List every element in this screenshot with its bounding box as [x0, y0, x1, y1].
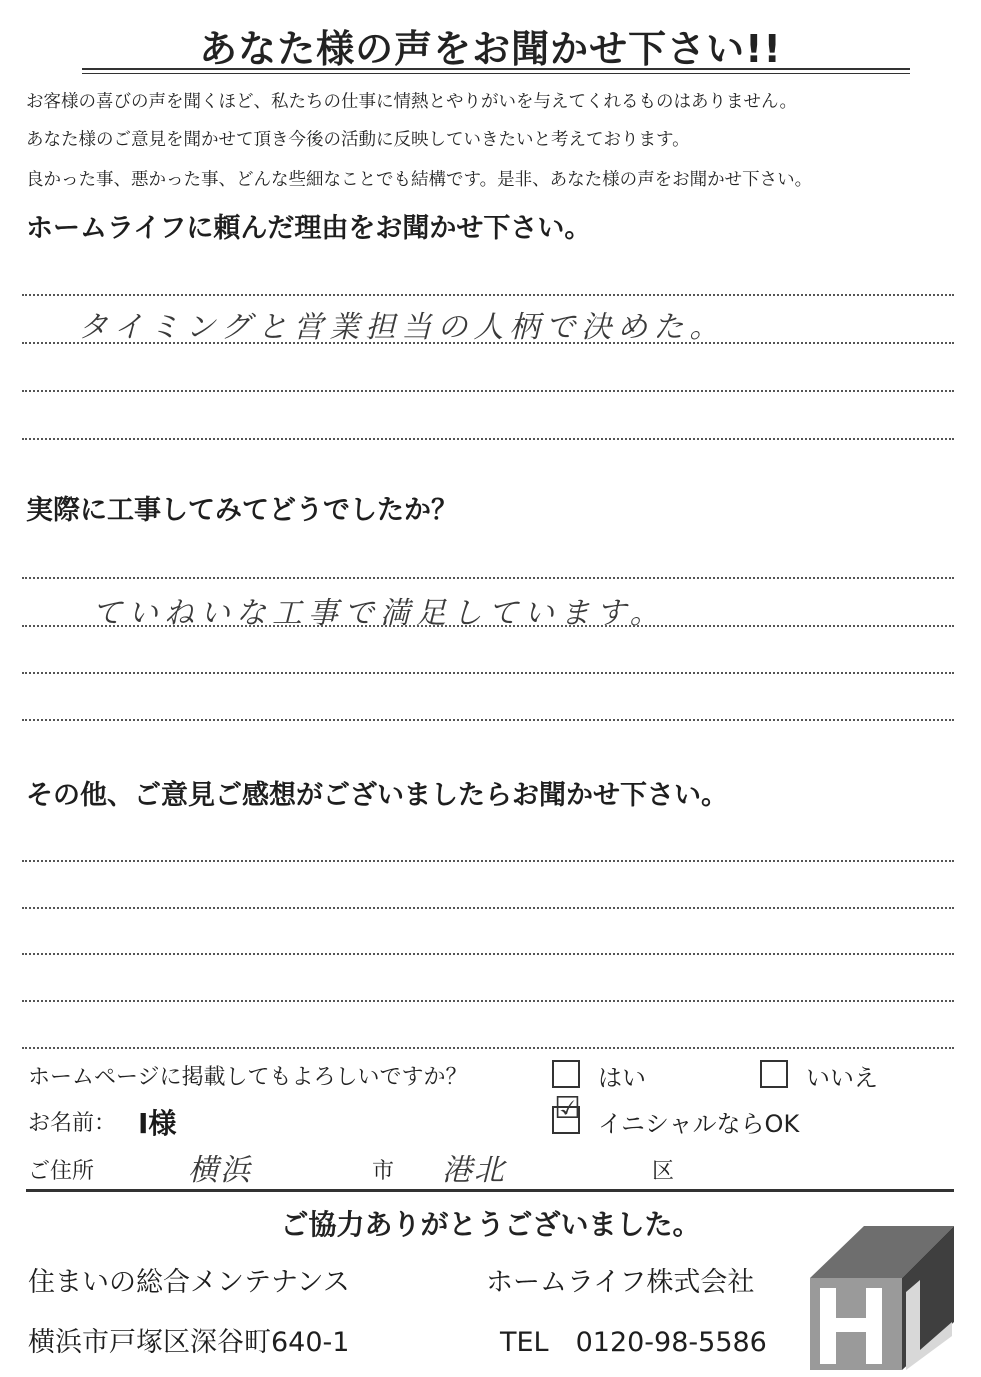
consent-yes-label: はい: [598, 1064, 646, 1092]
answer-line: [22, 390, 954, 392]
footer-divider: [26, 1189, 954, 1192]
ward-suffix: 区: [652, 1159, 675, 1184]
company-phone: TEL 0120-98-5586: [500, 1327, 767, 1358]
page-title: あなた様の声をお聞かせ下さい!!: [199, 27, 782, 71]
company-address: 横浜市戸塚区深谷町640-1: [28, 1327, 350, 1358]
checkmark-icon: ☑: [554, 1091, 581, 1126]
consent-question: ホームページに掲載してもよろしいですか？: [28, 1065, 468, 1090]
thanks-message: ご協力ありがとうございました。: [280, 1208, 701, 1241]
answer-line: [22, 672, 954, 674]
question-3-label: その他、ご意見ご感想がございましたらお聞かせ下さい。: [26, 780, 728, 811]
question-2-answer: ていねいな工事で満足しています。: [92, 596, 666, 631]
title-underline-secondary: [82, 73, 910, 74]
answer-line: [22, 1047, 954, 1049]
answer-line: [22, 1000, 954, 1002]
answer-line: [22, 719, 954, 721]
name-value: I様: [138, 1107, 177, 1140]
city-value: 横浜: [188, 1153, 252, 1188]
answer-line: [22, 342, 954, 344]
consent-yes-checkbox[interactable]: [552, 1060, 580, 1088]
answer-line: [22, 953, 954, 955]
consent-initial-label: イニシャルならOK: [598, 1110, 800, 1138]
answer-line: [22, 860, 954, 862]
intro-line-2: あなた様のご意見を聞かせて頂き今後の活動に反映していきたいと考えております。: [26, 130, 690, 150]
answer-line: [22, 625, 954, 627]
title-underline: [82, 68, 910, 70]
answer-line: [22, 907, 954, 909]
ward-value: 港北: [442, 1153, 506, 1188]
answer-line: [22, 294, 954, 296]
company-tagline: 住まいの総合メンテナンス: [28, 1267, 350, 1298]
city-suffix: 市: [372, 1159, 395, 1184]
logo-letter-h-bar: [820, 1318, 882, 1332]
answer-line: [22, 438, 954, 440]
question-1-answer: タイミングと営業担当の人柄で決めた。: [78, 310, 726, 345]
home-life-logo-icon: [806, 1222, 956, 1374]
company-name: ホームライフ株式会社: [486, 1267, 755, 1298]
address-label: ご住所: [28, 1159, 95, 1184]
intro-line-3: 良かった事、悪かった事、どんな些細なことでも結構です。是非、あなた様の声をお聞かせ下さい。: [26, 170, 813, 190]
consent-no-checkbox[interactable]: [760, 1060, 788, 1088]
question-2-label: 実際に工事してみてどうでしたか？: [26, 495, 458, 526]
name-label: お名前：: [28, 1111, 117, 1136]
question-1-label: ホームライフに頼んだ理由をお聞かせ下さい。: [26, 213, 592, 244]
intro-line-1: お客様の喜びの声を聞くほど、私たちの仕事に情熱とやりがいを与えてくれるものはありません。: [26, 92, 798, 112]
answer-line: [22, 577, 954, 579]
consent-no-label: いいえ: [806, 1064, 878, 1092]
